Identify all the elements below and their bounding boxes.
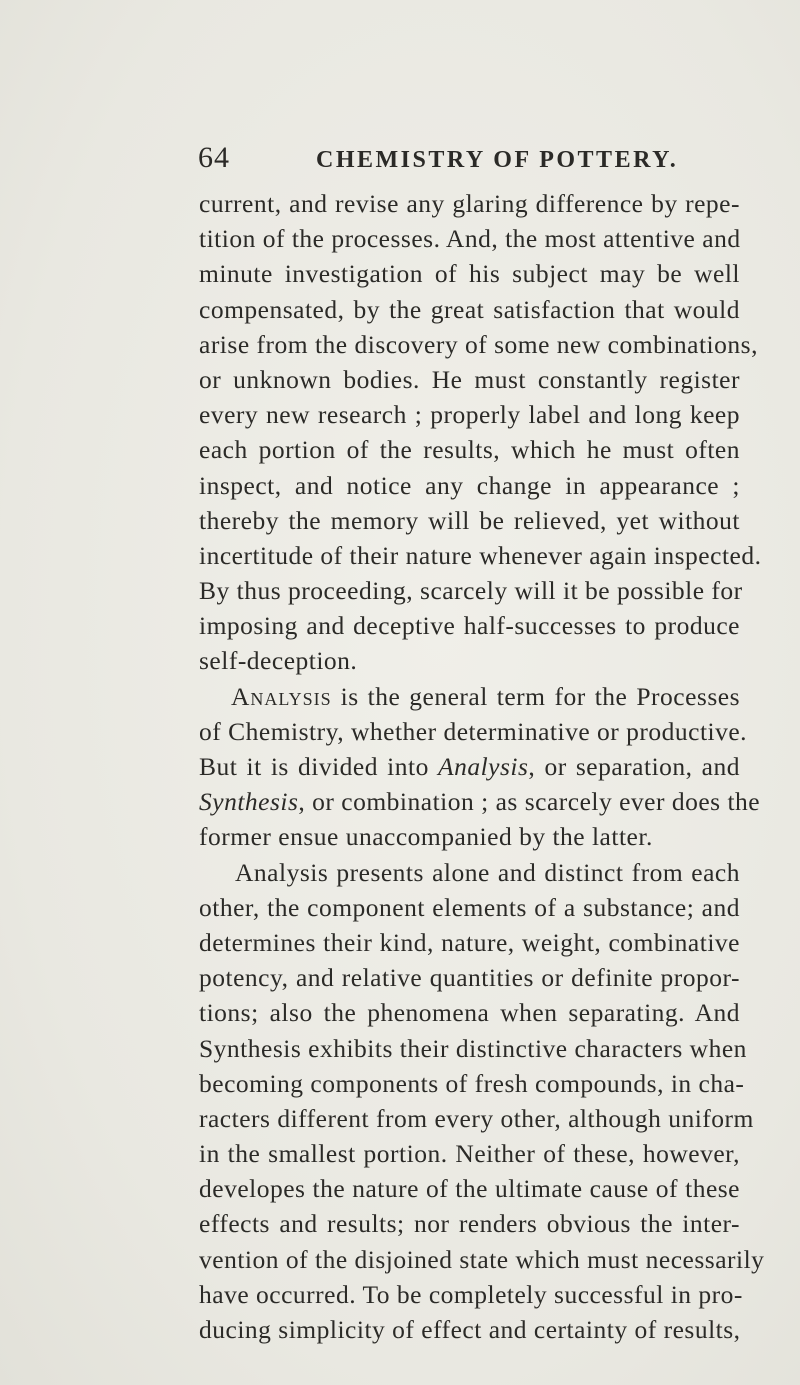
text-line: vention of the disjoined state which must necessarily [199, 1244, 765, 1274]
text-line: current, and revise any glaring difference by repe- [199, 189, 740, 218]
text-line: each portion of the results, which he must often [199, 435, 740, 465]
text-line: have occurred. To be completely successful in pro- [199, 1279, 743, 1309]
text-line: tition of the processes. And, the most attentive and [199, 224, 741, 254]
text-span: , or separation, and [528, 752, 741, 781]
text-line: incertitude of their nature whenever again inspected. [199, 540, 762, 570]
text-line: thereby the memory will be relieved, yet without [199, 505, 740, 535]
italic-term: Synthesis [199, 787, 299, 817]
text-span: is the general term for the Processes [340, 681, 741, 711]
italic-term: Analysis [438, 752, 529, 781]
running-head [198, 138, 758, 178]
text-line: determines their kind, nature, weight, combinative [199, 927, 740, 957]
text-line: or unknown bodies. He must constantly register [199, 364, 740, 394]
text-line: tions; also the phenomena when separating. And [199, 998, 740, 1028]
body-text [199, 186, 765, 1347]
text-line: effects and results; nor renders obvious the inter- [199, 1209, 740, 1239]
text-line: minute investigation of his subject may be well [199, 259, 740, 289]
text-line: developes the nature of the ultimate cause of these [199, 1174, 740, 1204]
text-line: Synthesis exhibits their distinctive characters when [199, 1033, 747, 1063]
text-line: imposing and deceptive half-successes to produce [199, 611, 740, 641]
text-line: inspect, and notice any change in appearance ; [199, 470, 740, 500]
text-line: self-deception. [199, 646, 358, 676]
text-line: other, the component elements of a substance; and [199, 892, 740, 922]
text-span: , or combination ; as scarcely ever does the [298, 787, 761, 817]
page-number: 64 [198, 141, 230, 174]
text-line: former ensue unaccompanied by the latter. [199, 822, 653, 852]
text-span: But it is divided into [199, 752, 429, 781]
text-line: every new research ; properly label and long keep [199, 400, 740, 430]
mixed-line [199, 784, 761, 819]
text-line: compensated, by the great satisfaction that would [199, 294, 740, 324]
text-line: By thus proceeding, scarcely will it be possible for [199, 576, 743, 606]
text-line: in the smallest portion. Neither of these, however, [199, 1139, 740, 1169]
text-line: ducing simplicity of effect and certainty of results, [199, 1315, 741, 1344]
smallcaps-term: Analysis [231, 681, 332, 711]
running-title: CHEMISTRY OF POTTERY. [316, 147, 679, 173]
text-line: becoming components of fresh compounds, in cha- [199, 1068, 745, 1098]
paragraph-start-line: Analysis presents alone and distinct from each [235, 857, 740, 887]
text-line: racters different from every other, although uniform [199, 1103, 754, 1133]
paragraph-start-line [199, 679, 740, 714]
mixed-line [199, 749, 740, 784]
text-line: of Chemistry, whether determinative or productive. [199, 716, 748, 746]
text-line: arise from the discovery of some new combinations, [199, 329, 758, 359]
text-line: potency, and relative quantities or definite propor- [199, 963, 740, 993]
